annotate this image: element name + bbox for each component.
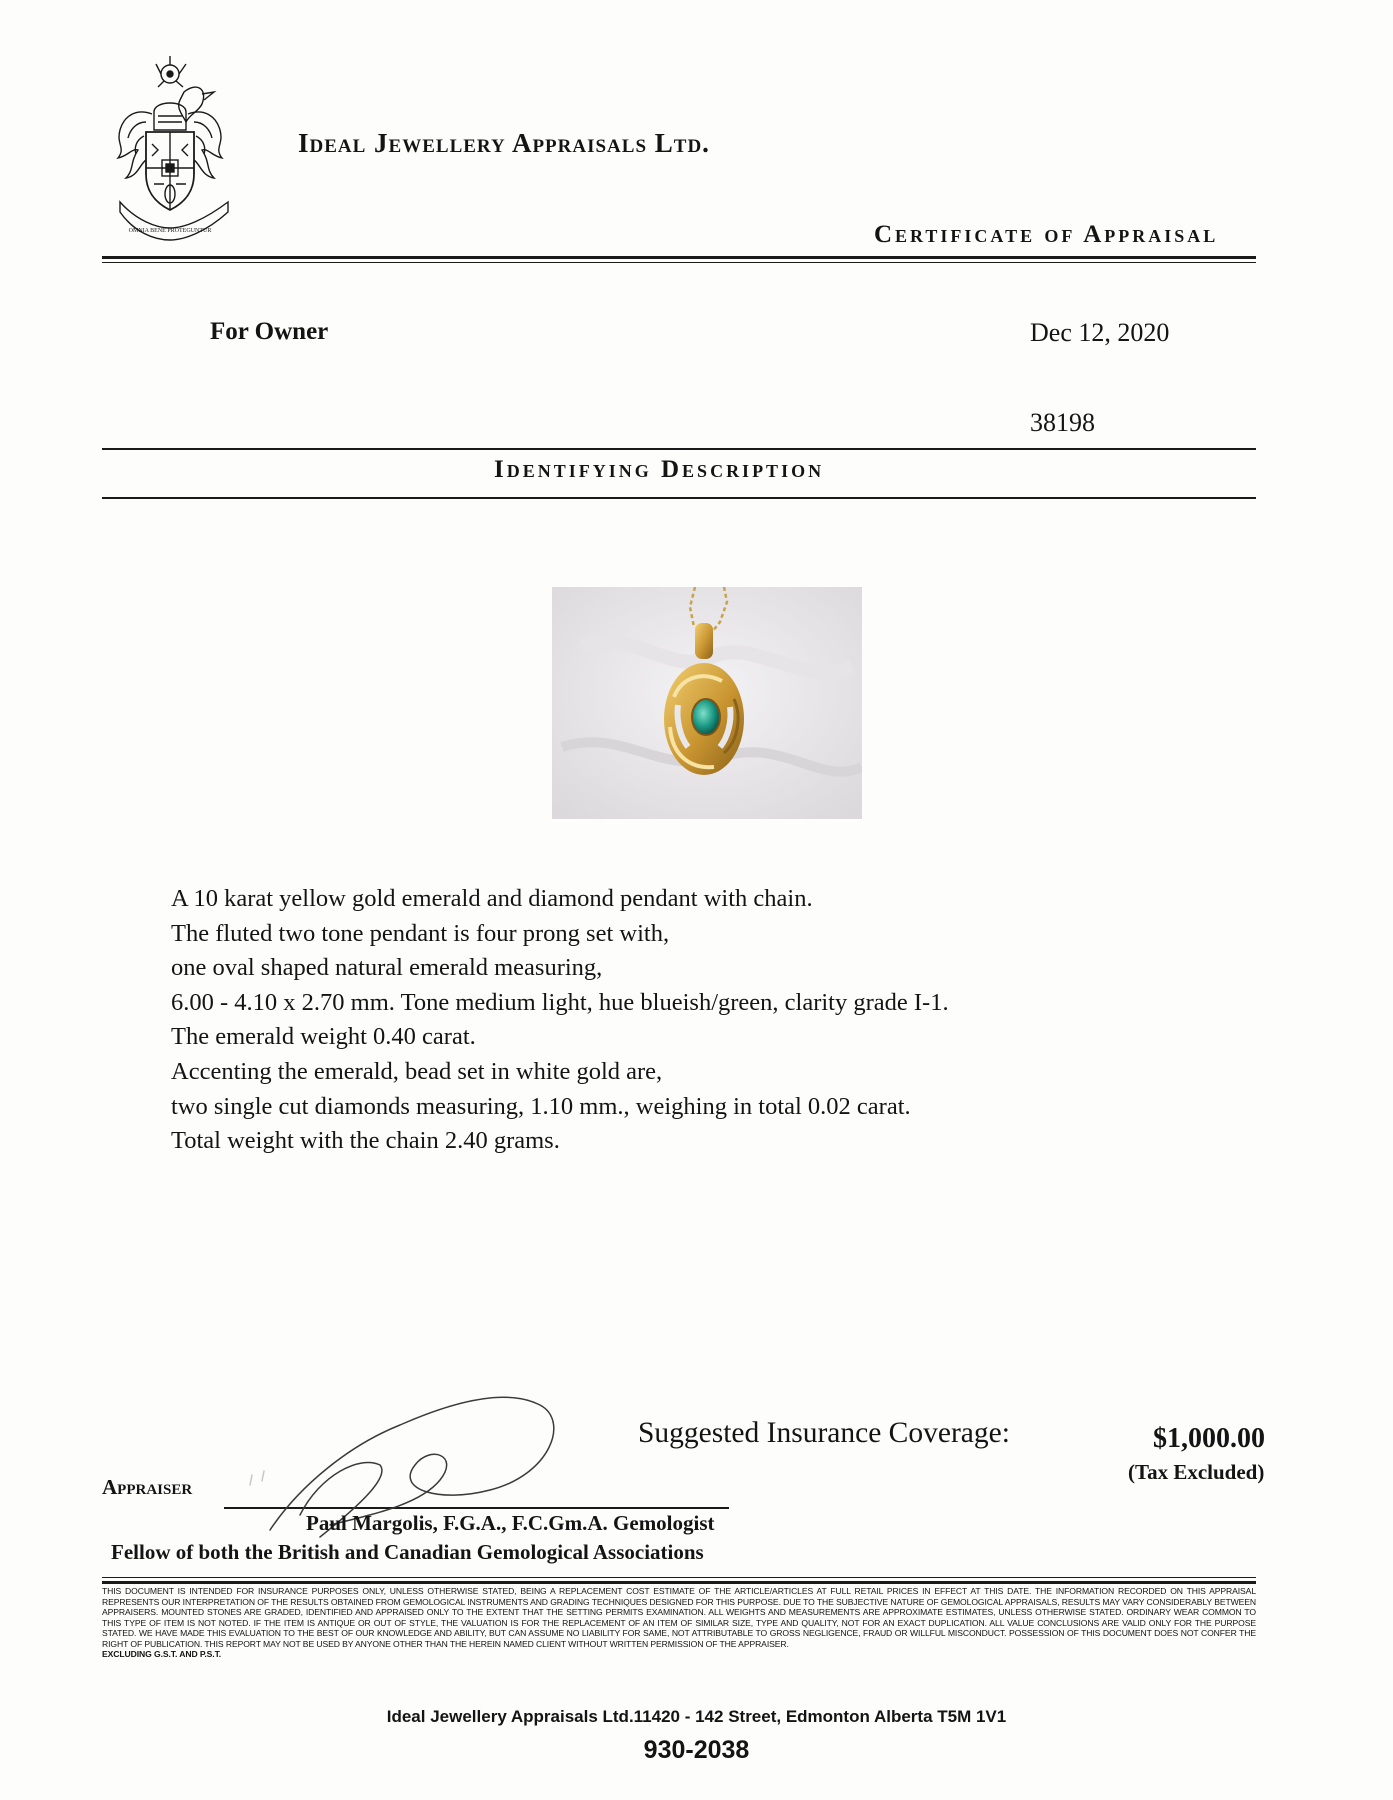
pendant-photo <box>552 587 862 819</box>
header-rule-thin <box>102 262 1256 263</box>
section-rule-top <box>102 448 1256 450</box>
certificate-title: Certificate of Appraisal <box>874 221 1219 248</box>
description-line: The fluted two tone pendant is four prong set with, <box>171 919 670 947</box>
pendant-image <box>552 587 862 819</box>
footer-rule-thick <box>102 1581 1256 1584</box>
description-line: Accenting the emerald, bead set in white gold are, <box>171 1057 663 1085</box>
description-line: two single cut diamonds measuring, 1.10 mm., weighing in total 0.02 carat. <box>171 1092 911 1120</box>
footer-phone: 930-2038 <box>643 1736 750 1764</box>
certificate-number: 38198 <box>1030 408 1095 437</box>
disclaimer-body: THIS DOCUMENT IS INTENDED FOR INSURANCE PURPOSES ONLY, UNLESS OTHERWISE STATED, BEING A REPLACEMENT COST ESTIMATE OF THE ARTICLE/ARTICLES AT FULL RETAIL PRICES IN EFFECT AT THIS DATE. THE INFORMATION RECORDED ON THIS APPRAISAL REPRESENTS OUR INTERPRETATION OF THE RESULTS OBTAINED FROM GEMOLOGICAL INSTRUMENTS AND GRADING TECHNIQUES DESIGNED FOR THIS PURPOSE. DUE TO THE SUBJECTIVE NATURE OF GEMOLOGICAL APPRAISALS, RESULTS MAY VARY CONSIDERABLY BETWEEN APPRAISERS. MOUNTED STONES ARE GRADED, IDENTIFIED AND APPRAISED ONLY TO THE EXTENT THAT THE SETTING PERMITS EXAMINATION. ALL WEIGHTS AND MEASUREMENTS ARE APPROXIMATE ESTIMATES, UNLESS OTHERWISE STATED. ORDINARY WEAR COMMON TO THIS TYPE OF ITEM IS NOT NOTED. IF THE ITEM IS ANTIQUE OR OUT OF STYLE, THE VALUATION IS FOR THE REPLACEMENT OF AN ITEM OF SIMILAR SIZE, TYPE AND QUALITY, NOT FOR AN EXACT DUPLICATION. ALL VALUE CONCLUSIONS ARE VALID ONLY FOR THE PURPOSE STATED. WE HAVE MADE THIS EVALUATION TO THE BEST OF OUR KNOWLEDGE AND ABILITY, BUT CAN ASSUME NO LIABILITY FOR SAME, NOT ATTRIBUTABLE TO GROSS NEGLIGENCE, FRAUD OR WILLFUL MISCONDUCT. POSSESSION OF THIS DOCUMENT DOES NOT CONFER THE RIGHT OF PUBLICATION. THIS REPORT MAY NOT BE USED BY ANYONE OTHER THAN THE HEREIN NAMED CLIENT WITHOUT WRITTEN PERMISSION OF THE APPRAISER. <box>102 1586 1256 1649</box>
disclaimer-tax-line: EXCLUDING G.S.T. AND P.S.T. <box>102 1649 222 1659</box>
tax-note: (Tax Excluded) <box>1128 1460 1265 1484</box>
appraiser-association: Fellow of both the British and Canadian Gemological Associations <box>111 1540 704 1564</box>
owner-label: For Owner <box>210 318 329 345</box>
insurance-value: $1,000.00 <box>1153 1423 1265 1454</box>
appraiser-label: Appraiser <box>102 1475 193 1499</box>
description-line: The emerald weight 0.40 carat. <box>171 1023 476 1051</box>
description-line: one oval shaped natural emerald measuring, <box>171 954 603 982</box>
header-rule-thick <box>102 256 1256 259</box>
section-title: Identifying Description <box>494 456 825 483</box>
section-rule-bottom <box>102 497 1256 499</box>
description-line: 6.00 - 4.10 x 2.70 mm. Tone medium light, hue blueish/green, clarity grade I-1. <box>171 988 949 1016</box>
description-line: Total weight with the chain 2.40 grams. <box>171 1127 560 1155</box>
footer-rule-thin <box>102 1577 1256 1578</box>
description-line: A 10 karat yellow gold emerald and diamond pendant with chain. <box>171 885 813 912</box>
crest-motto: OMNIA BENE PROTEGUNTUR <box>128 228 212 234</box>
insurance-label: Suggested Insurance Coverage: <box>638 1417 1010 1449</box>
crest-logo <box>106 52 242 242</box>
company-name: Ideal Jewellery Appraisals Ltd. <box>298 128 710 158</box>
footer-address: Ideal Jewellery Appraisals Ltd.11420 - 142 Street, Edmonton Alberta T5M 1V1 <box>386 1707 1007 1726</box>
appraisal-date: Dec 12, 2020 <box>1030 318 1170 347</box>
appraiser-name: Paul Margolis, F.G.A., F.C.Gm.A. Gemologist <box>306 1511 715 1535</box>
item-description <box>171 882 949 1159</box>
disclaimer <box>102 1586 1256 1660</box>
